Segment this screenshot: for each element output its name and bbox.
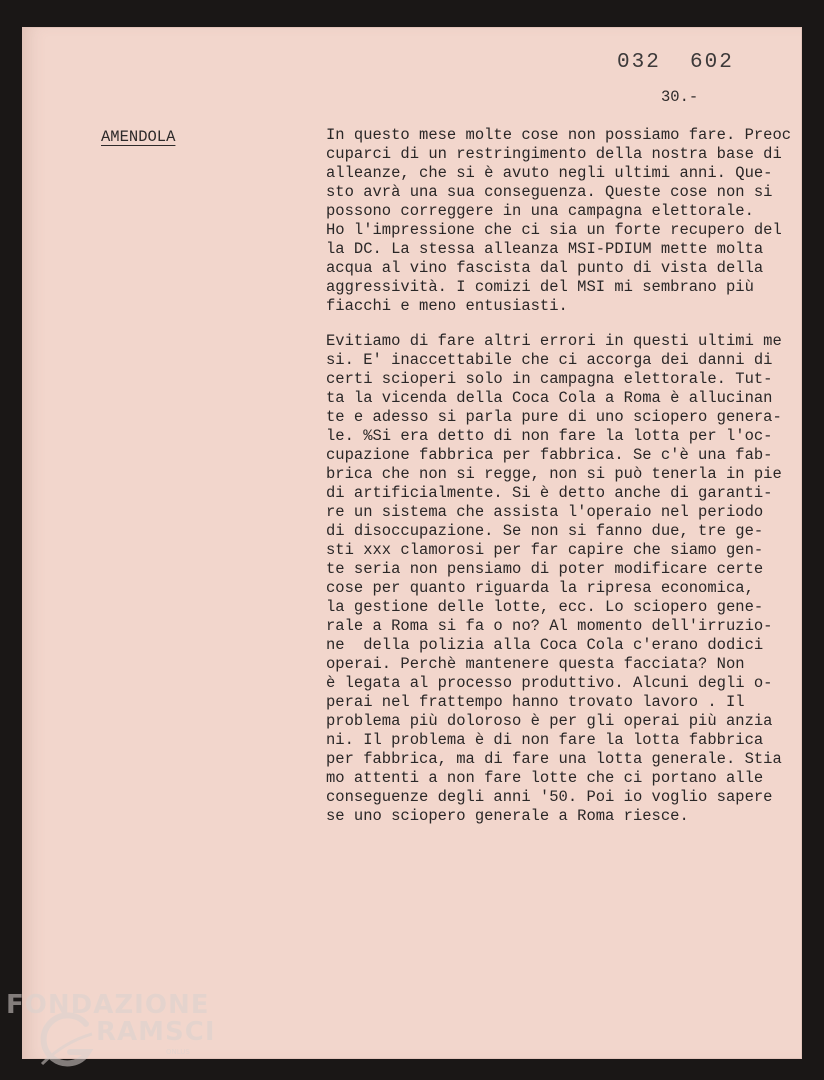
page-number: 30.-	[661, 88, 699, 106]
text-line: re un sistema che assista l'operaio nel periodo	[326, 503, 764, 521]
text-line: se uno sciopero generale a Roma riesce.	[326, 807, 689, 825]
text-line: acqua al vino fascista dal punto di vista della	[326, 259, 764, 277]
text-line: cupazione fabbrica per fabbrica. Se c'è una fab-	[326, 446, 773, 464]
paragraph-2	[326, 332, 796, 826]
text-line: la gestione delle lotte, ecc. Lo sciopero gene-	[326, 598, 764, 616]
text-line: te seria non pensiamo di poter modificare certe	[326, 560, 764, 578]
text-line: cose per quanto riguarda la ripresa economica,	[326, 579, 754, 597]
gramsci-g-logo-icon	[34, 1012, 96, 1070]
text-line: cuparci di un restringimento della nostra base di	[326, 145, 782, 163]
archive-stamp-number: 032 602	[617, 51, 734, 74]
text-line: ta la vicenda della Coca Cola a Roma è allucinan	[326, 389, 773, 407]
text-line: operai. Perchè mantenere questa facciata? Non	[326, 655, 745, 673]
text-line: ni. Il problema è di non fare la lotta fabbrica	[326, 731, 764, 749]
text-line: Evitiamo di fare altri errori in questi ultimi me	[326, 332, 782, 350]
text-line: perai nel frattempo hanno trovato lavoro . Il	[326, 693, 745, 711]
text-line: di artificialmente. Si è detto anche di garanti-	[326, 484, 773, 502]
text-line: problema più doloroso è per gli operai più anzia	[326, 712, 773, 730]
text-line: brica che non si regge, non si può tenerla in pie	[326, 465, 782, 483]
text-line: rale a Roma si fa o no? Al momento dell'irruzio-	[326, 617, 773, 635]
text-line: sto avrà una sua conseguenza. Queste cose non si	[326, 183, 773, 201]
text-line: In questo mese molte cose non possiamo fare. Preoc	[326, 126, 792, 144]
text-line: alleanze, che si è avuto negli ultimi anni. Que-	[326, 164, 773, 182]
text-line: fiacchi e meno entusiasti.	[326, 297, 568, 315]
watermark-small-text: ONLUS	[166, 1048, 190, 1056]
text-line: di disoccupazione. Se non si fanno due, tre ge-	[326, 522, 764, 540]
fondazione-gramsci-watermark	[4, 990, 214, 1070]
text-line: possono correggere in una campagna elettorale.	[326, 202, 754, 220]
text-line: mo attenti a non fare lotte che ci portano alle	[326, 769, 764, 787]
text-line: si. E' inaccettabile che ci accorga dei danni di	[326, 351, 773, 369]
text-line: la DC. La stessa alleanza MSI-PDIUM mette molta	[326, 240, 764, 258]
paragraph-spacer	[326, 316, 796, 332]
text-line: aggressività. I comizi del MSI mi sembrano più	[326, 278, 754, 296]
text-line: te e adesso si parla pure di uno sciopero genera-	[326, 408, 782, 426]
watermark-line-1: FONDAZIONE	[6, 990, 210, 1020]
text-line: sti xxx clamorosi per far capire che siamo gen-	[326, 541, 764, 559]
speech-text	[326, 126, 796, 826]
watermark-line-2: RAMSCI	[96, 1017, 216, 1047]
text-line: è legata al processo produttivo. Alcuni degli o-	[326, 674, 773, 692]
text-line: certi scioperi solo in campagna elettorale. Tut-	[326, 370, 773, 388]
text-line: Ho l'impressione che ci sia un forte recupero del	[326, 221, 782, 239]
text-line: ne della polizia alla Coca Cola c'erano dodici	[326, 636, 764, 654]
speaker-name: AMENDOLA	[101, 128, 176, 146]
text-line: le. %Si era detto di non fare la lotta per l'oc-	[326, 427, 773, 445]
paragraph-1	[326, 126, 796, 316]
text-line: per fabbrica, ma di fare una lotta generale. Stia	[326, 750, 782, 768]
text-line: conseguenze degli anni '50. Poi io voglio sapere	[326, 788, 773, 806]
